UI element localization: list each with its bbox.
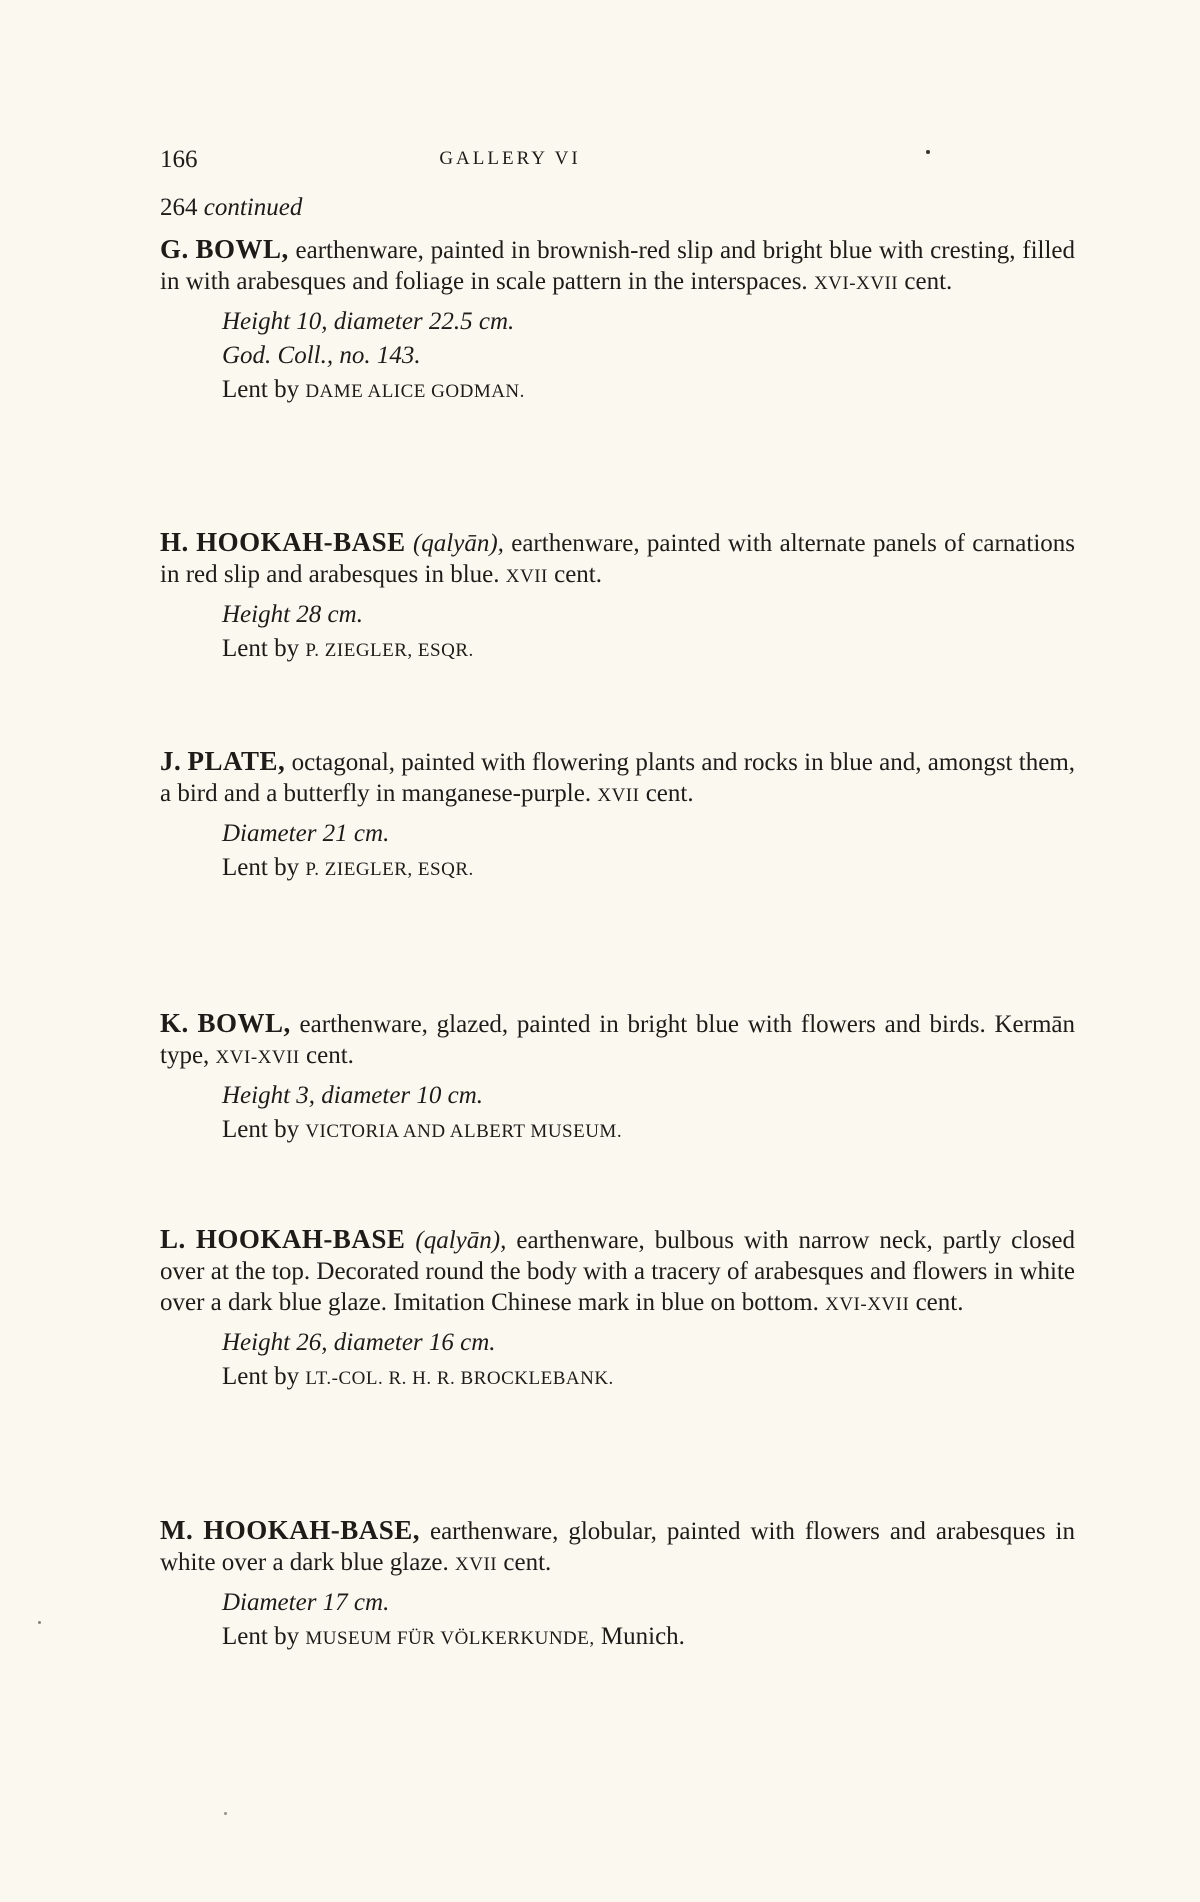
entry-date-suffix: cent. xyxy=(554,561,602,588)
entry-text: earthenware, painted in brownish-red slip and bright blue with cresting, filled in with arabesques and foliage in scale pattern in the interspaces. xyxy=(160,237,1076,295)
lent-by-label: Lent by xyxy=(222,1116,300,1143)
entry-collection: God. Coll., no. 143. xyxy=(222,342,421,369)
entry-dimensions: Height 28 cm. xyxy=(222,601,363,628)
entry-m xyxy=(160,1515,1075,1656)
entry-object-name: PLATE, xyxy=(187,746,286,776)
lender-name: P. ZIEGLER, ESQR. xyxy=(305,859,474,880)
lender-name: DAME ALICE GODMAN. xyxy=(305,381,525,402)
entry-description xyxy=(160,1008,1075,1073)
page-header xyxy=(160,146,1075,186)
entry-date-suffix: cent. xyxy=(915,1289,964,1316)
lender-name: P. ZIEGLER, ESQR. xyxy=(305,640,474,661)
entry-date: XVI-XVII xyxy=(215,1047,300,1068)
entry-object-name: HOOKAH-BASE xyxy=(196,527,406,557)
entry-date-suffix: cent. xyxy=(904,268,953,295)
entry-letter: L. xyxy=(160,1224,186,1254)
entry-letter: M. xyxy=(160,1515,194,1545)
entry-description xyxy=(160,1224,1075,1320)
entry-l xyxy=(160,1224,1075,1396)
entry-date-suffix: cent. xyxy=(503,1549,552,1576)
entry-letter: K. xyxy=(160,1008,189,1038)
entry-qualifier: (qalyān), xyxy=(412,530,504,557)
entry-dimensions: Height 10, diameter 22.5 cm. xyxy=(222,308,515,335)
entry-description xyxy=(160,527,1075,592)
entry-k xyxy=(160,1008,1075,1149)
lent-by-label: Lent by xyxy=(222,854,300,881)
lent-by-label: Lent by xyxy=(222,376,300,403)
entry-text: earthenware, bulbous with narrow neck, partly closed over at the top. Decorated round the body with a tracery of arabesques and flowers in white over a dark blue glaze. Imitation Chinese mark in blue on bottom. xyxy=(160,1227,1076,1316)
lent-by-label: Lent by xyxy=(222,635,300,662)
entry-date: XVII xyxy=(597,785,640,806)
entry-date: XVI-XVII xyxy=(825,1294,910,1315)
entry-letter: H. xyxy=(160,527,189,557)
paper-speck xyxy=(224,1812,227,1815)
entry-date: XVII xyxy=(505,566,548,587)
entry-letter: G. xyxy=(160,234,189,264)
entry-object-name: BOWL, xyxy=(197,1008,291,1038)
entry-h xyxy=(160,527,1075,668)
entry-object-name: HOOKAH-BASE, xyxy=(203,1515,420,1545)
entry-g xyxy=(160,234,1075,409)
entry-lender-line xyxy=(222,851,1075,887)
entry-lender-line xyxy=(222,1360,1075,1396)
page-number: 166 xyxy=(160,146,198,173)
entry-text: earthenware, glazed, painted in bright blue with flowers and birds. Kermān type, xyxy=(160,1011,1075,1069)
entry-date: XVI-XVII xyxy=(813,273,899,294)
lender-name: MUSEUM FÜR VÖLKERKUNDE, xyxy=(305,1628,595,1649)
entry-text: earthenware, globular, painted with flowers and arabesques in white over a dark blue glaze. xyxy=(160,1518,1075,1576)
entry-text: earthenware, painted with alternate panels of carnations in red slip and arabesques in blue. xyxy=(160,530,1076,588)
entry-lender-line xyxy=(222,373,1075,409)
continued-label: continued xyxy=(203,194,303,221)
entry-date: XVII xyxy=(455,1554,498,1575)
lent-by-label: Lent by xyxy=(222,1363,300,1390)
lender-name: VICTORIA AND ALBERT MUSEUM. xyxy=(305,1121,623,1142)
entry-lender-line xyxy=(222,1113,1075,1149)
entry-dimensions: Diameter 17 cm. xyxy=(222,1589,390,1616)
paper-speck xyxy=(926,150,930,154)
lender-name: LT.-COL. R. H. R. BROCKLEBANK. xyxy=(305,1368,614,1389)
continuation-note xyxy=(160,194,302,222)
entry-letter: J. xyxy=(160,746,182,776)
entry-dimensions: Height 3, diameter 10 cm. xyxy=(222,1082,484,1109)
entry-dimensions: Height 26, diameter 16 cm. xyxy=(222,1329,496,1356)
entry-date-suffix: cent. xyxy=(306,1042,354,1069)
running-head: GALLERY VI xyxy=(439,148,581,169)
catalogue-number: 264 xyxy=(160,194,198,221)
entry-date-suffix: cent. xyxy=(645,780,694,807)
entry-description xyxy=(160,746,1075,811)
entry-object-name: HOOKAH-BASE xyxy=(195,1224,406,1254)
entry-text: octagonal, painted with flowering plants and rocks in blue and, amongst them, a bird and a butterfly in manganese-purple. xyxy=(160,749,1076,807)
entry-lender-line xyxy=(222,632,1075,668)
entry-j xyxy=(160,746,1075,887)
entry-description xyxy=(160,1515,1075,1580)
entry-qualifier: (qalyān), xyxy=(415,1227,507,1254)
entry-object-name: BOWL, xyxy=(195,234,289,264)
paper-speck xyxy=(38,1621,41,1624)
entry-description xyxy=(160,234,1075,299)
lender-place: Munich. xyxy=(600,1623,685,1650)
lent-by-label: Lent by xyxy=(222,1623,300,1650)
entry-dimensions: Diameter 21 cm. xyxy=(222,820,390,847)
entry-lender-line xyxy=(222,1620,1075,1656)
